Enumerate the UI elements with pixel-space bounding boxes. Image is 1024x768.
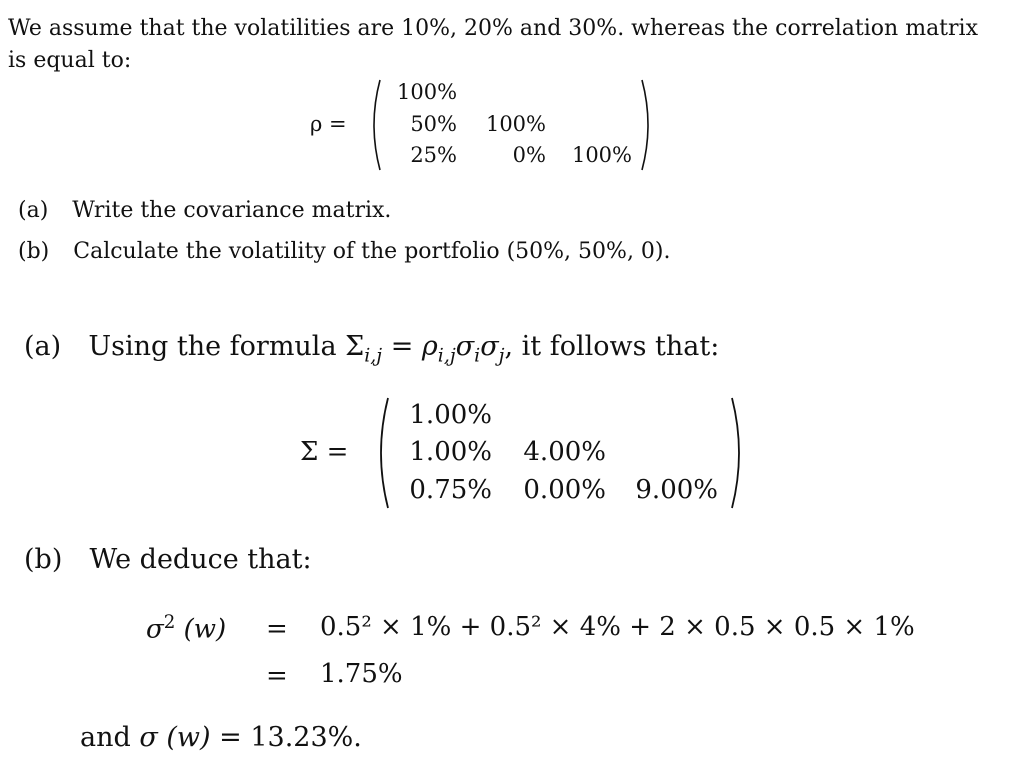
eq-lhs-sigma: σ [146,614,164,645]
sigma-cell-3-1: 0.75% [409,475,492,505]
formula-eq: = [382,331,422,362]
solution-a-text-after: , it follows that: [504,331,720,362]
final-arg: (w) [157,722,211,753]
sigma-cell-2-1: 1.00% [409,437,492,467]
rho-right-paren [640,78,654,172]
problem-intro-line-2: is equal to: [8,48,132,73]
rho-label: ρ = [310,112,347,136]
solution-b-line [24,546,312,573]
rho-cell-2-1: 50% [410,112,457,136]
sigma-cell-2-2: 4.00% [523,437,606,467]
problem-item-b-text: Calculate the volatility of the portfolio (50%, 50%, 0). [73,239,671,264]
eq-sign-1: = [266,614,288,644]
formula-sigma-j-sub: j [498,344,505,367]
final-eq: = 13.23%. [210,722,362,753]
rho-cell-3-2: 0% [512,143,546,167]
eq-rhs-2: 1.75% [320,659,403,689]
formula-sigma-i: σ [455,331,475,362]
eq-lhs-arg: (w) [175,614,227,645]
eq-lhs [146,612,226,645]
problem-item-b-tag: (b) [18,239,50,264]
formula-sigma-i-sub: i [474,344,481,367]
rho-left-paren [368,78,382,172]
rho-cell-2-2: 100% [485,112,546,136]
sigma-left-paren [374,396,390,510]
final-sigma: σ [139,722,158,753]
formula-rho: ρ [421,331,438,362]
sigma-right-paren [730,396,746,510]
rho-cell-1-1: 100% [397,80,458,104]
rho-cell-3-3: 100% [571,143,632,167]
sigma-cell-3-3: 9.00% [635,475,718,505]
eq-sign-2: = [266,661,288,691]
final-prefix: and [80,722,140,753]
sigma-label: Σ = [300,437,349,467]
formula-rho-sub: i,j [437,344,456,367]
formula-sigma: Σ [345,331,365,362]
problem-item-a-tag: (a) [18,198,49,223]
solution-b-tag: (b) [24,544,63,575]
problem-item-a [18,200,391,222]
problem-item-a-text: Write the covariance matrix. [72,198,392,223]
problem-intro-line-1: We assume that the volatilities are 10%, 20% and 30%. whereas the correlation matrix [8,16,978,41]
eq-lhs-sup: 2 [163,612,176,633]
solution-b-text: We deduce that: [89,544,312,575]
solution-a-text-before: Using the formula [88,331,346,362]
solution-a-line [24,333,719,365]
formula-sigma-j: σ [480,331,499,362]
problem-item-b [18,241,671,263]
sigma-cell-1-1: 1.00% [409,400,492,430]
rho-cell-3-1: 25% [410,143,457,167]
final-result [80,724,362,751]
eq-rhs-1: 0.5² × 1% + 0.5² × 4% + 2 × 0.5 × 0.5 × 1% [320,612,915,642]
solution-a-tag: (a) [24,331,62,362]
sigma-cell-3-2: 0.00% [523,475,606,505]
formula-sigma-sub: i,j [364,344,383,367]
